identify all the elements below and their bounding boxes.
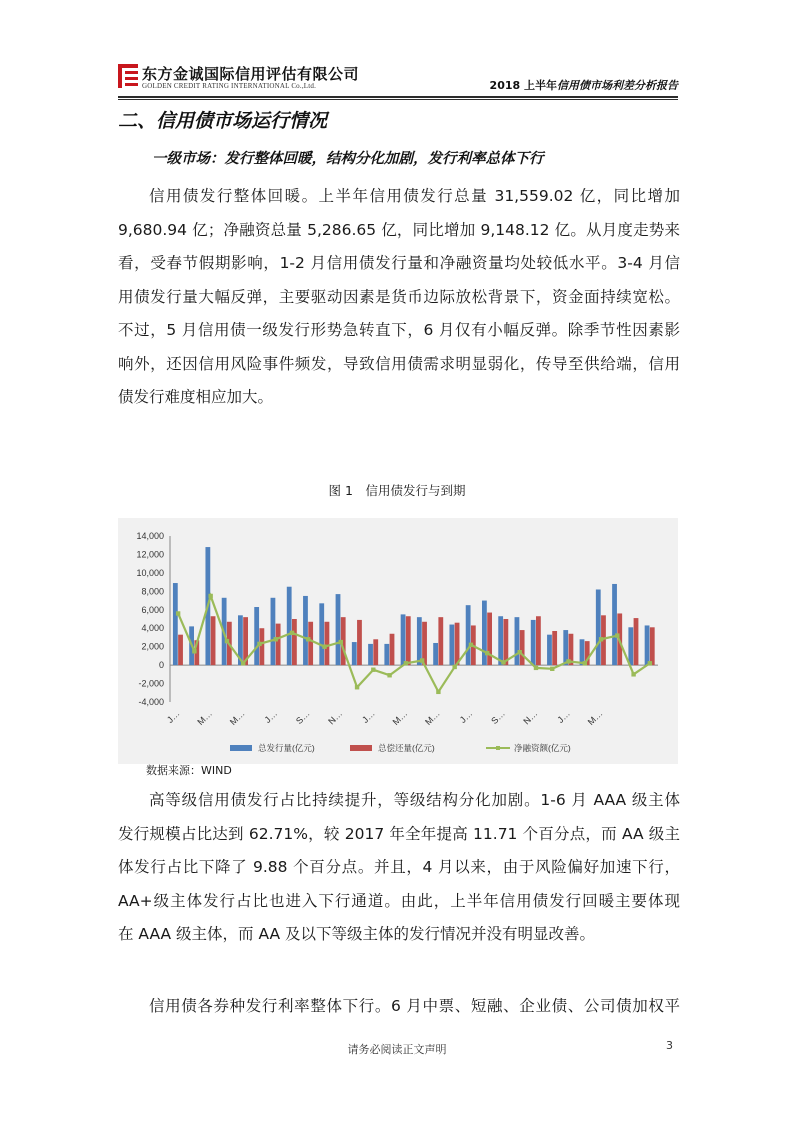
y-tick-label: 14,000 (136, 531, 164, 541)
point-net-financing (501, 660, 505, 664)
point-net-financing (534, 666, 538, 670)
legend-swatch (350, 745, 372, 751)
x-tick-label: N… (521, 708, 540, 727)
point-net-financing (241, 661, 245, 665)
paragraph-issuance-overview (118, 180, 680, 415)
bar-total-repayment (292, 619, 297, 665)
bar-total-issuance (531, 620, 536, 665)
y-tick-label: 2,000 (141, 641, 164, 652)
bar-total-issuance (547, 635, 552, 665)
x-tick-label: N… (326, 708, 345, 727)
point-net-financing (469, 643, 473, 647)
bar-total-repayment (650, 627, 655, 665)
paragraph-issuance-rates (118, 990, 680, 1024)
bar-total-repayment (487, 613, 492, 666)
paragraph-line: 看，受春节假期影响，1-2 月信用债发行量和净融资量均处较低水平。3-4 月信 (118, 254, 680, 272)
bar-total-repayment (455, 623, 460, 665)
bar-total-issuance (645, 625, 650, 665)
paragraph-line: AA+级主体发行占比也进入下行通道。由此，上半年信用债发行回暖主要体现 (118, 891, 680, 910)
company-name-cn: 东方金诚国际信用评估有限公司 (142, 65, 360, 83)
y-tick-label: 8,000 (141, 586, 164, 597)
legend-label: 总发行量(亿元) (258, 743, 315, 753)
bar-total-issuance (319, 603, 324, 665)
bar-total-issuance (352, 642, 357, 665)
paragraph-line: 在 AAA 级主体，而 AA 及以下等级主体的发行情况并没有明显改善。 (118, 925, 596, 943)
x-tick-label: S… (293, 708, 312, 727)
bar-total-repayment (276, 624, 281, 666)
paragraph-line: 信用债各券种发行利率整体下行。6 月中票、短融、企业债、公司债加权平 (149, 997, 680, 1015)
bar-total-issuance (401, 614, 406, 665)
point-net-financing (583, 661, 587, 665)
x-tick-label: J… (164, 708, 182, 725)
bar-total-repayment (552, 631, 557, 665)
bar-total-repayment (259, 628, 264, 665)
bar-total-issuance (449, 625, 454, 666)
legend-label: 净融资额(亿元) (514, 743, 571, 753)
paragraph-line: 信用债发行整体回暖。上半年信用债发行总量 31,559.02 亿，同比增加 (149, 187, 680, 205)
bar-total-repayment (406, 616, 411, 665)
chart-container (118, 518, 678, 764)
legend-label: 总偿还量(亿元) (378, 743, 435, 753)
point-net-financing (208, 594, 212, 598)
bar-total-repayment (503, 619, 508, 665)
x-tick-label: J… (457, 708, 475, 725)
footer-notice: 请务必阅读正文声明 (347, 1043, 447, 1056)
bar-total-issuance (433, 643, 438, 665)
point-net-financing (566, 659, 570, 663)
bar-total-issuance (596, 589, 601, 665)
section-title: 二、信用债市场运行情况 (118, 110, 328, 132)
point-net-financing (306, 637, 310, 641)
point-net-financing (615, 633, 619, 637)
legend-marker (496, 746, 500, 750)
paragraph-line: 高等级信用债发行占比持续提升，等级结构分化加剧。1-6 月 AAA 级主体 (149, 791, 680, 809)
x-tick-label: M… (423, 708, 442, 728)
x-tick-label: M… (585, 708, 605, 728)
point-net-financing (290, 631, 294, 635)
x-tick-label: J… (262, 708, 280, 725)
bar-total-issuance (515, 617, 520, 665)
bar-total-issuance (498, 616, 503, 665)
point-net-financing (485, 651, 489, 655)
bar-total-repayment (520, 630, 525, 665)
x-tick-label: M… (195, 708, 215, 728)
y-tick-label: -2,000 (138, 678, 164, 689)
point-net-financing (192, 649, 196, 653)
issuance-maturity-chart (118, 518, 678, 764)
bar-total-issuance (287, 587, 292, 665)
point-net-financing (257, 642, 261, 646)
point-net-financing (339, 640, 343, 644)
paragraph-line: 发行规模占比达到 62.71%，较 2017 年全年提高 11.71 个百分点，而 AA 级主 (118, 824, 680, 843)
bar-total-issuance (336, 594, 341, 665)
bar-total-issuance (482, 601, 487, 666)
paragraph-line: 不过，5 月信用债一级发行形势急转直下，6 月仅有小幅反弹。除季节性因素影 (118, 321, 680, 339)
point-net-financing (599, 637, 603, 641)
bar-total-issuance (271, 598, 276, 665)
bar-total-repayment (438, 617, 443, 665)
x-tick-label: M… (390, 708, 410, 728)
point-net-financing (387, 673, 391, 677)
bar-total-issuance (384, 644, 389, 665)
company-name-en: GOLDEN CREDIT RATING INTERNATIONAL Co.,Ltd. (142, 82, 317, 90)
point-net-financing (452, 665, 456, 669)
bar-total-issuance (417, 617, 422, 665)
header-divider (118, 96, 678, 98)
paragraph-line: 响外，还因信用风险事件频发，导致信用债需求明显弱化，传导至供给端，信用 (118, 354, 680, 373)
bar-total-repayment (536, 616, 541, 665)
point-net-financing (550, 667, 554, 671)
header-divider-thin (118, 99, 678, 100)
bar-total-issuance (368, 644, 373, 665)
y-tick-label: 4,000 (141, 623, 164, 634)
y-tick-label: 12,000 (136, 549, 164, 560)
figure-source: 数据来源：WIND (146, 764, 232, 777)
figure-caption: 图 1 信用债发行与到期 (328, 483, 466, 498)
bar-total-repayment (325, 622, 330, 665)
point-net-financing (274, 637, 278, 641)
point-net-financing (371, 668, 375, 672)
bar-total-issuance (303, 596, 308, 665)
bar-total-repayment (357, 620, 362, 665)
bar-total-repayment (373, 639, 378, 665)
x-tick-label: M… (227, 708, 247, 728)
bar-total-issuance (628, 627, 633, 665)
bar-total-repayment (390, 634, 395, 665)
point-net-financing (648, 661, 652, 665)
legend-swatch (230, 745, 252, 751)
y-tick-label: 6,000 (141, 604, 164, 615)
point-net-financing (420, 658, 424, 662)
bar-total-repayment (211, 616, 216, 665)
bar-total-issuance (254, 607, 259, 665)
page-number: 3 (666, 1039, 673, 1052)
point-net-financing (322, 644, 326, 648)
bar-total-issuance (466, 605, 471, 665)
bar-total-repayment (308, 622, 313, 665)
point-net-financing (518, 650, 522, 654)
bar-total-repayment (634, 618, 639, 665)
y-tick-label: -4,000 (138, 697, 164, 707)
x-tick-label: J… (555, 708, 572, 725)
paragraph-line: 用债发行量大幅反弹，主要驱动因素是货币边际放松背景下，资金面持续宽松。 (118, 287, 680, 306)
report-title-prefix: 2018 上半年 (489, 79, 557, 92)
point-net-financing (176, 611, 180, 615)
company-logo-icon (118, 64, 138, 88)
point-net-financing (225, 639, 229, 643)
paragraph-line: 债发行难度相应加大。 (118, 388, 274, 406)
y-tick-label: 0 (158, 660, 164, 671)
paragraph-line: 体发行占比下降了 9.88 个百分点。并且，4 月以来，由于风险偏好加速下行， (118, 858, 680, 876)
paragraph-rating-structure (118, 784, 680, 952)
bar-total-issuance (173, 583, 178, 665)
point-net-financing (355, 685, 359, 689)
line-net-financing (178, 596, 650, 692)
x-tick-label: J… (360, 708, 377, 725)
y-tick-label: 10,000 (136, 567, 164, 578)
bar-total-issuance (612, 584, 617, 665)
paragraph-line: 9,680.94 亿；净融资总量 5,286.65 亿，同比增加 9,148.12 亿。从月度走势来 (118, 220, 680, 239)
page-header (118, 58, 678, 96)
section-subtitle: 一级市场：发行整体回暖，结构分化加剧，发行利率总体下行 (152, 151, 544, 167)
x-tick-label: S… (489, 708, 507, 727)
point-net-financing (631, 672, 635, 676)
bar-total-repayment (178, 635, 183, 665)
point-net-financing (404, 661, 408, 665)
report-title (490, 77, 678, 93)
report-title-main: 信用债市场利差分析报告 (557, 79, 678, 92)
point-net-financing (436, 690, 440, 694)
